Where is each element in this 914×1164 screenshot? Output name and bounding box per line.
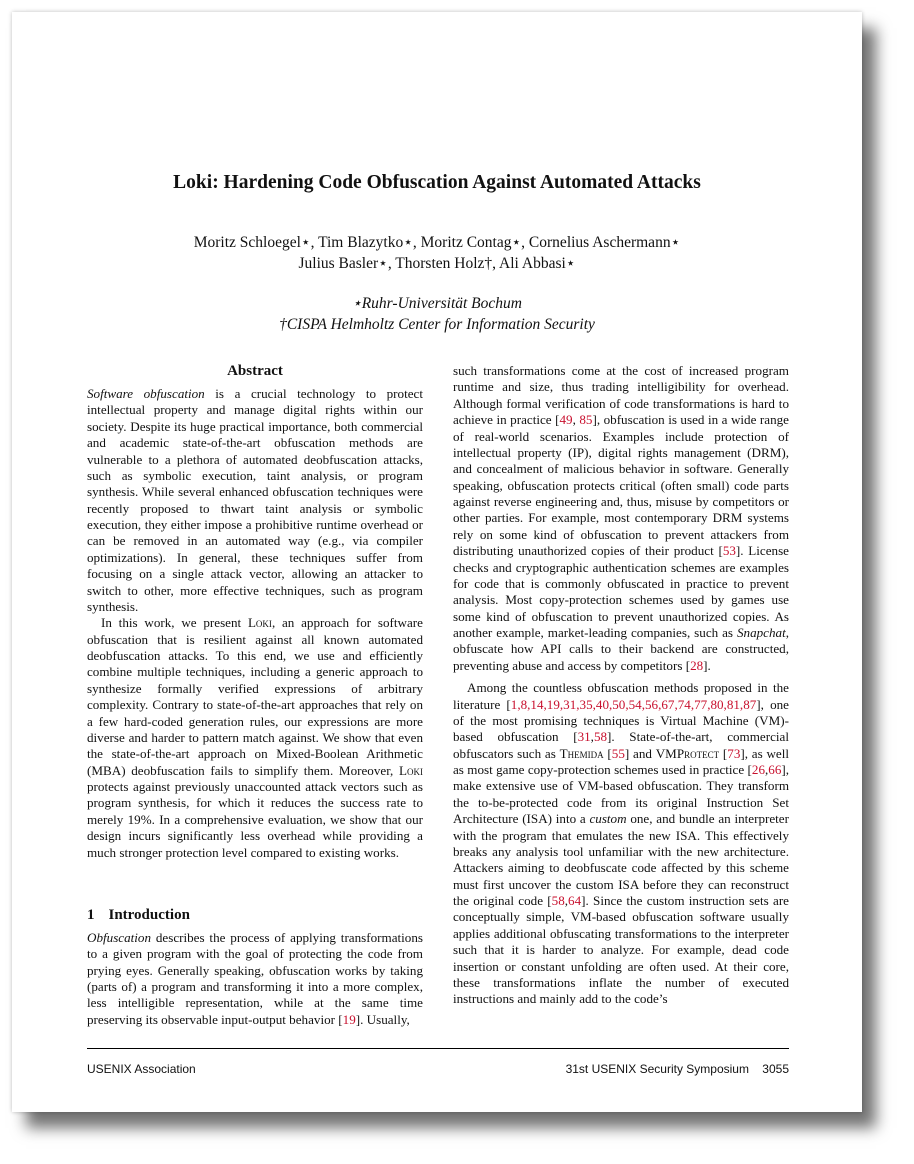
citation-link[interactable]: 64 <box>568 893 582 908</box>
citation-link[interactable]: 26 <box>751 762 765 777</box>
rp1-b: ], obfuscation is used in a wide range of real-world scenarios. Examples include protection of intellectual property (IP), digital rights management (DRM), and concealment of malicious behavior in software. Generally speaking, obfuscation protects critical (often small) code parts against reverse engineering and, thus, misuse by competitors or other parties. For example, most contemporary DRM systems rely on some kind of obfuscation to prevent attackers from distributing unauthorized copies of their product [ <box>453 412 789 559</box>
intro-p1-a: describes the process of applying transformations to a given program with the goal of protecting the code from prying eyes. Generally speaking, obfuscation works by taking (parts of) a program and transforming it into a more complex, less intelligible representation, while at the same time preserving its observable input-output behavior [ <box>87 929 423 1027</box>
loki-name: Loki <box>247 615 272 631</box>
citation-link[interactable]: 53 <box>722 543 736 559</box>
abstract-p2-b: , an approach for software obfuscation that is resilient against all known automated deobfuscation attacks. To this end, we use and efficiently combine multiple techniques, including a generic approach to synthesize formally verified expressions of arbitrary complexity. Contrary to state-of-the-art approaches that rely on a few hard-coded generation rules, our expressions are more diverse and harder to pattern match against. We show that even the state-of-the-art approach on Mixed-Boolean Arithmetic (MBA) deobfuscation fails to simplify them. Moreover, <box>87 615 423 778</box>
abstract-p1-text: is a crucial technology to protect intellectual property and manage digital rights within our society. Despite its huge practical importance, both commercial and academic state-of-the-art obfuscation methods are vulnerable to a plethora of automated deobfuscation attacks, such as symbolic execution, taint analysis, or program synthesis. While several enhanced obfuscation techniques were recently proposed to thwart taint analysis or symbolic execution, they either impose a prohibitive runtime overhead or can be removed in an automated way (e.g., via compiler optimizations). In general, these techniques suffer from focusing on a single attack vector, allowing an attacker to switch to other, more effective techniques, such as program synthesis. <box>87 386 423 614</box>
citation-link[interactable]: 19 <box>342 1011 356 1027</box>
rp1-e: ]. <box>703 657 711 673</box>
citation-link[interactable]: 31 <box>577 729 591 745</box>
rp1-c: ]. License checks and cryptographic authentication schemes are examples for code that is commonly obfuscated in practice to prevent analysis. Most copy-protection schemes used by games use some kind of obfuscation to prevent unauthorized copies. As another example, market-leading companies, such as <box>453 543 789 640</box>
section-heading-introduction <box>87 907 423 923</box>
authors-line-1: Moritz Schloegel⋆, Tim Blazytko⋆, Moritz Contag⋆, Cornelius Aschermann⋆ <box>193 234 681 251</box>
rp2-c: ]. State-of-the-art, commercial obfuscators such as <box>453 729 790 761</box>
snapchat-term: Snapchat <box>736 625 786 640</box>
rp2-h: ], make extensive use of VM-based obfuscation. They transform the to-be-protected code from its original Instruction Set Architecture (ISA) into a <box>453 762 789 827</box>
rp2-d: [ <box>603 745 612 761</box>
affiliations <box>12 293 862 335</box>
citation-link[interactable]: 49 <box>559 412 573 428</box>
abstract-paragraph-2 <box>87 615 423 861</box>
citation-link[interactable]: 55 <box>611 745 625 761</box>
rp2-j: ]. Since the custom instruction sets are conceptually simple, VM-based obfuscation software usually applies additional obfuscating transformations to the interpreter such that it is harder to analyze. For example, dead code insertion or constant unfolding are often used. At their core, these transformations inflate the number of executed instructions and mainly add to the code’s <box>453 893 789 1007</box>
abstract-heading: Abstract <box>227 363 283 379</box>
section-title: Introduction <box>108 906 190 923</box>
rp2-a: Among the countless obfuscation methods proposed in the literature [ <box>453 680 789 712</box>
citation-link[interactable]: 58 <box>551 893 565 908</box>
affiliation-1: ⋆Ruhr-Universität Bochum <box>352 295 522 312</box>
paper-title: Loki: Hardening Code Obfuscation Against Automated Attacks <box>173 172 701 193</box>
footer-venue-page: 31st USENIX Security Symposium 3055 <box>565 1062 789 1076</box>
rp2-b: ], one of the most promising techniques is Virtual Machine (VM)-based obfuscation [ <box>453 696 789 745</box>
abstract-p2-c: protects against previously unaccounted attack vectors such as program synthesis, for which it reduces the success rate to merely 19%. In a comprehensive evaluation, we show that our design incurs significantly less overhead while providing a much stronger protection level compared to existing works. <box>87 779 423 860</box>
loki-name: Loki <box>399 762 423 778</box>
left-column <box>87 363 423 1028</box>
paper-page <box>12 12 862 1112</box>
authors-line-2: Julius Basler⋆, Thorsten Holz†, Ali Abbasi⋆ <box>298 255 576 272</box>
rp2-f: [ <box>719 745 728 761</box>
author-list <box>12 232 862 274</box>
citation-link[interactable]: 58 <box>593 729 608 745</box>
affiliation-2: †CISPA Helmholtz Center for Information Security <box>279 316 595 333</box>
abstract-p2-a: In this work, we present <box>101 615 248 631</box>
citation-link[interactable]: 73 <box>727 745 741 761</box>
footer-rule <box>87 1048 789 1049</box>
custom-term: custom <box>589 811 627 827</box>
footer-venue-left: USENIX Association <box>87 1062 196 1076</box>
section-number: 1 <box>87 906 95 923</box>
citation-link[interactable]: 28 <box>690 657 704 673</box>
intro-lead-term: Obfuscation <box>87 929 152 945</box>
vmprotect-name: VMProtect <box>655 745 720 761</box>
right-column <box>453 363 789 1008</box>
right-paragraph-2: Among the countless obfuscation methods proposed in the literature [1,8,14,19,31,35,40,50,54,56,67,74,77,80,81,87], one of the most promising techniques is Virtual Machine (VM)-based obfuscation [31,58]. State-of-the-art, commercial obfuscators such as Themida [55] and VMProtect [73], as well as most game copy-protection schemes used in practice [26,66], make extensive use of VM-based obfuscation. They transform the to-be-protected code from its original Instruction Set Architecture (ISA) into a custom one, and bundle an interpreter with the program that emulates the new ISA. This effectively breaks any analysis tool unfamiliar with the new architecture. Attackers aiming to deobfuscate code affected by this scheme must first uncover the custom ISA before they can reconstruct the original code [58,64]. Since the custom instruction sets are conceptually simple, VM-based obfuscation software usually applies additional obfuscating transformations to the interpreter such that it is harder to analyze. For example, dead code insertion or constant unfolding are often used. At their core, these transformations inflate the number of executed instructions and mainly add to the code’s <box>453 680 790 1007</box>
citation-link[interactable]: 85 <box>579 412 593 428</box>
rp1-a: such transformations come at the cost of increased program runtime and size, thus trading intelligibility for overhead. Although formal verification of code transformations is hard to achieve in practice [ <box>453 363 789 428</box>
rp1-d: , obfuscate how API calls to their backend are constructed, preventing abuse and access by competitors [ <box>453 625 789 673</box>
abstract-paragraph-1 <box>87 386 423 615</box>
intro-p1-b: ]. Usually, <box>355 1011 410 1027</box>
right-paragraph-1: such transformations come at the cost of increased program runtime and size, thus trading intelligibility for overhead. Although formal verification of code transformations is hard to achieve in practice [49, 85], obfuscation is used in a wide range of real-world scenarios. Examples include protection of intellectual property (IP), digital rights management (DRM), and concealment of malicious behavior in software. Generally speaking, obfuscation protects critical (often small) code parts against reverse engineering and, thus, misuse by competitors or other parties. For example, most contemporary DRM systems rely on some kind of obfuscation to prevent attackers from distributing unauthorized copies of their product [53]. License checks and cryptographic authentication schemes are examples for code that is commonly obfuscated in practice to prevent analysis. Most copy-protection schemes used by games use some kind of obfuscation to prevent unauthorized copies. As another example, market-leading companies, such as Snapchat, obfuscate how API calls to their backend are constructed, preventing abuse and access by competitors [28]. <box>453 363 789 673</box>
abstract-lead-term: Software obfuscation <box>87 386 205 401</box>
rp2-e: ] and <box>624 745 656 761</box>
citation-link[interactable]: 66 <box>768 762 782 777</box>
intro-paragraph-1 <box>87 930 423 1028</box>
themida-name: Themida <box>559 745 604 761</box>
rp2-g: ], as well as most game copy-protection schemes used in practice [ <box>453 745 790 777</box>
citation-list[interactable]: 1,8,14,19,31,35,40,50,54,56,67,74,77,80,81,87 <box>510 696 757 712</box>
rp2-i: one, and bundle an interpreter with the program that emulates the new ISA. This effectively breaks any analysis tool unfamiliar with the new architecture. Attackers aiming to deobfuscate code affected by this scheme must first uncover the custom ISA before they can reconstruct the original code [ <box>453 811 789 908</box>
